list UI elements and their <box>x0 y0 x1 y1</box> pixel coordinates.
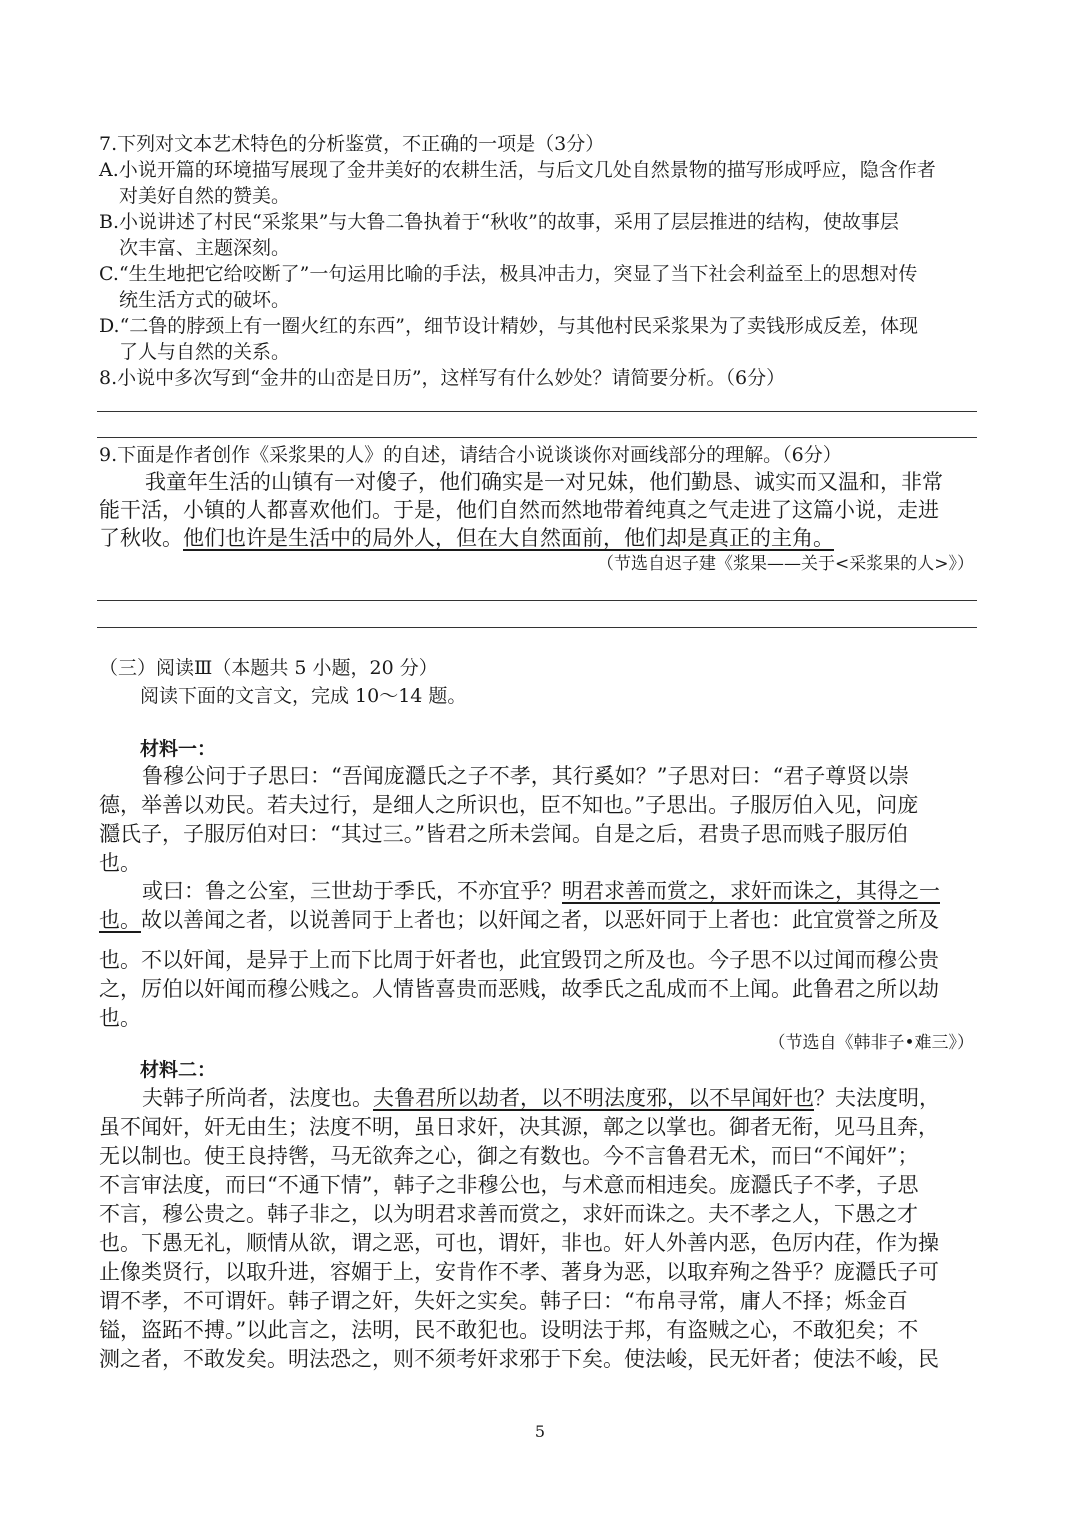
q8-stem: 8.小说中多次写到“金井的山峦是日历”，这样写有什么妙处？请简要分析。（6分） <box>99 367 786 389</box>
q7-option-b-line1: B.小说讲述了村民“采浆果”与大鲁二鲁执着于“秋收”的故事，采用了层层推进的结构，使故事层 <box>99 211 899 233</box>
q7-option-c-line1: C.“生生地把它给咬断了”一句运用比喻的手法，极具冲击力，突显了当下社会利益至上的思想对传 <box>99 263 918 285</box>
m1-source: （节选自《韩非子•难三》） <box>768 1033 974 1053</box>
m1-line <box>142 877 940 905</box>
q7-option-d-line2: 了人与自然的关系。 <box>119 341 291 363</box>
answer-line <box>97 600 977 601</box>
m2-line: 也。下愚无礼，顺情从欲，谓之恶，可也，谓奸，非也。奸人外善内恶，色厉内荏，作为操 <box>99 1231 939 1255</box>
q9-passage-line2: 能干活，小镇的人都喜欢他们。于是，他们自然而然地带着纯真之气走进了这篇小说，走进 <box>99 498 939 522</box>
m1-text: 或曰：鲁之公室，三世劫于季氏，不亦宜乎？ <box>142 879 562 903</box>
m2-line: 镒，盗跖不搏。”以此言之，法明，民不敢犯也。设明法于邦，有盗贼之心，不敢犯矣；不 <box>99 1318 919 1342</box>
m2-text: 夫韩子所尚者，法度也。 <box>142 1086 373 1110</box>
m2-underlined-sentence: 夫鲁君所以劫者，以不明法度邪，以不早闻奸也 <box>373 1086 814 1110</box>
m2-text: ？夫法度明， <box>814 1086 940 1110</box>
m1-line: 也。 <box>99 1006 141 1030</box>
m1-text: 故以善闻之者，以说善同于上者也；以奸闻之者，以恶奸同于上者也：此宜赏誉之所及 <box>141 908 939 932</box>
m1-line: 鲁穆公问于子思曰：“吾闻庞㶏氏之子不孝，其行奚如？”子思对曰：“君子尊贤以崇 <box>142 764 910 788</box>
q9-passage-line1: 我童年生活的山镇有一对傻子，他们确实是一对兄妹，他们勤恳、诚实而又温和，非常 <box>145 470 943 494</box>
m1-line: 德，举善以劝民。若夫过行，是细人之所识也，臣不知也。”子思出。子服厉伯入见，问庞 <box>99 793 919 817</box>
m2-line: 无以制也。使王良持辔，马无欲奔之心，御之有数也。今不言鲁君无术，而曰“不闻奸”； <box>99 1144 919 1168</box>
m2-line: 测之者，不敢发矣。明法恐之，则不须考奸求邪于下矣。使法峻，民无奸者；使法不峻，民 <box>99 1347 939 1371</box>
m1-line: 也。不以奸闻，是异于上而下比周于奸者也，此宜毁罚之所及也。今子思不以过闻而穆公贵 <box>99 948 939 972</box>
m2-line: 不言，穆公贵之。韩子非之，以为明君求善而赏之，求奸而诛之。夫不孝之人，下愚之才 <box>99 1202 918 1226</box>
m2-line: 不言审法度，而曰“不通下情”，韩子之非穆公也，与术意而相违矣。庞㶏氏子不孝，子思 <box>99 1173 919 1197</box>
m2-line <box>142 1084 940 1112</box>
section-instructions: 阅读下面的文言文，完成 10～14 题。 <box>140 685 467 707</box>
m2-line: 止像类贤行，以取升进，容媚于上，安肯作不孝、著身为恶，以取弃殉之咎乎？庞㶏氏子可 <box>99 1260 939 1284</box>
material-one-label: 材料一： <box>140 738 217 760</box>
m1-line <box>99 906 939 934</box>
q9-passage-text: 了秋收。 <box>99 526 183 550</box>
m2-line: 谓不孝，不可谓奸。韩子谓之奸，失奸之实矣。韩子曰：“布帛寻常，庸人不择；烁金百 <box>99 1289 908 1313</box>
section-title: （三）阅读Ⅲ（本题共 5 小题，20 分） <box>99 657 438 679</box>
q9-underlined-sentence: 他们也许是生活中的局外人，但在大自然面前，他们却是真正的主角。 <box>183 526 834 550</box>
q9-passage-line3 <box>99 524 834 552</box>
answer-line <box>97 411 977 412</box>
m1-underlined-sentence-end: 也。 <box>99 908 141 932</box>
q7-option-b-line2: 次丰富、主题深刻。 <box>119 237 291 259</box>
q9-source: （节选自迟子建《浆果——关于<采浆果的人>》） <box>597 554 974 574</box>
answer-line <box>97 437 977 438</box>
q7-option-a-line2: 对美好自然的赞美。 <box>119 185 291 207</box>
q7-stem: 7.下列对文本艺术特色的分析鉴赏，不正确的一项是（3分） <box>99 133 605 155</box>
page-number: 5 <box>534 1422 546 1441</box>
q7-option-c-line2: 统生活方式的破坏。 <box>119 289 291 311</box>
q7-option-a-line1: A.小说开篇的环境描写展现了金井美好的农耕生活，与后文几处自然景物的描写形成呼应，隐含作者 <box>99 159 936 181</box>
m1-underlined-sentence: 明君求善而赏之，求奸而诛之，其得之一 <box>562 879 940 903</box>
m2-line: 虽不闻奸，奸无由生；法度不明，虽日求奸，决其源，鄣之以掌也。御者无衔，见马且奔， <box>99 1115 939 1139</box>
m1-line: 㶏氏子，子服厉伯对曰：“其过三。”皆君之所未尝闻。自是之后，君贵子思而贱子服厉伯 <box>99 822 908 846</box>
material-two-label: 材料二： <box>140 1059 217 1081</box>
m1-line: 也。 <box>99 851 141 875</box>
q7-option-d-line1: D.“二鲁的脖颈上有一圈火红的东西”，细节设计精妙，与其他村民采浆果为了卖钱形成反差，体现 <box>99 315 919 337</box>
m1-line: 之，厉伯以奸闻而穆公贱之。人情皆喜贵而恶贱，故季氏之乱成而不上闻。此鲁君之所以劫 <box>99 977 939 1001</box>
answer-line <box>97 627 977 628</box>
q9-stem: 9.下面是作者创作《采浆果的人》的自述，请结合小说谈谈你对画线部分的理解。（6分） <box>99 444 842 466</box>
